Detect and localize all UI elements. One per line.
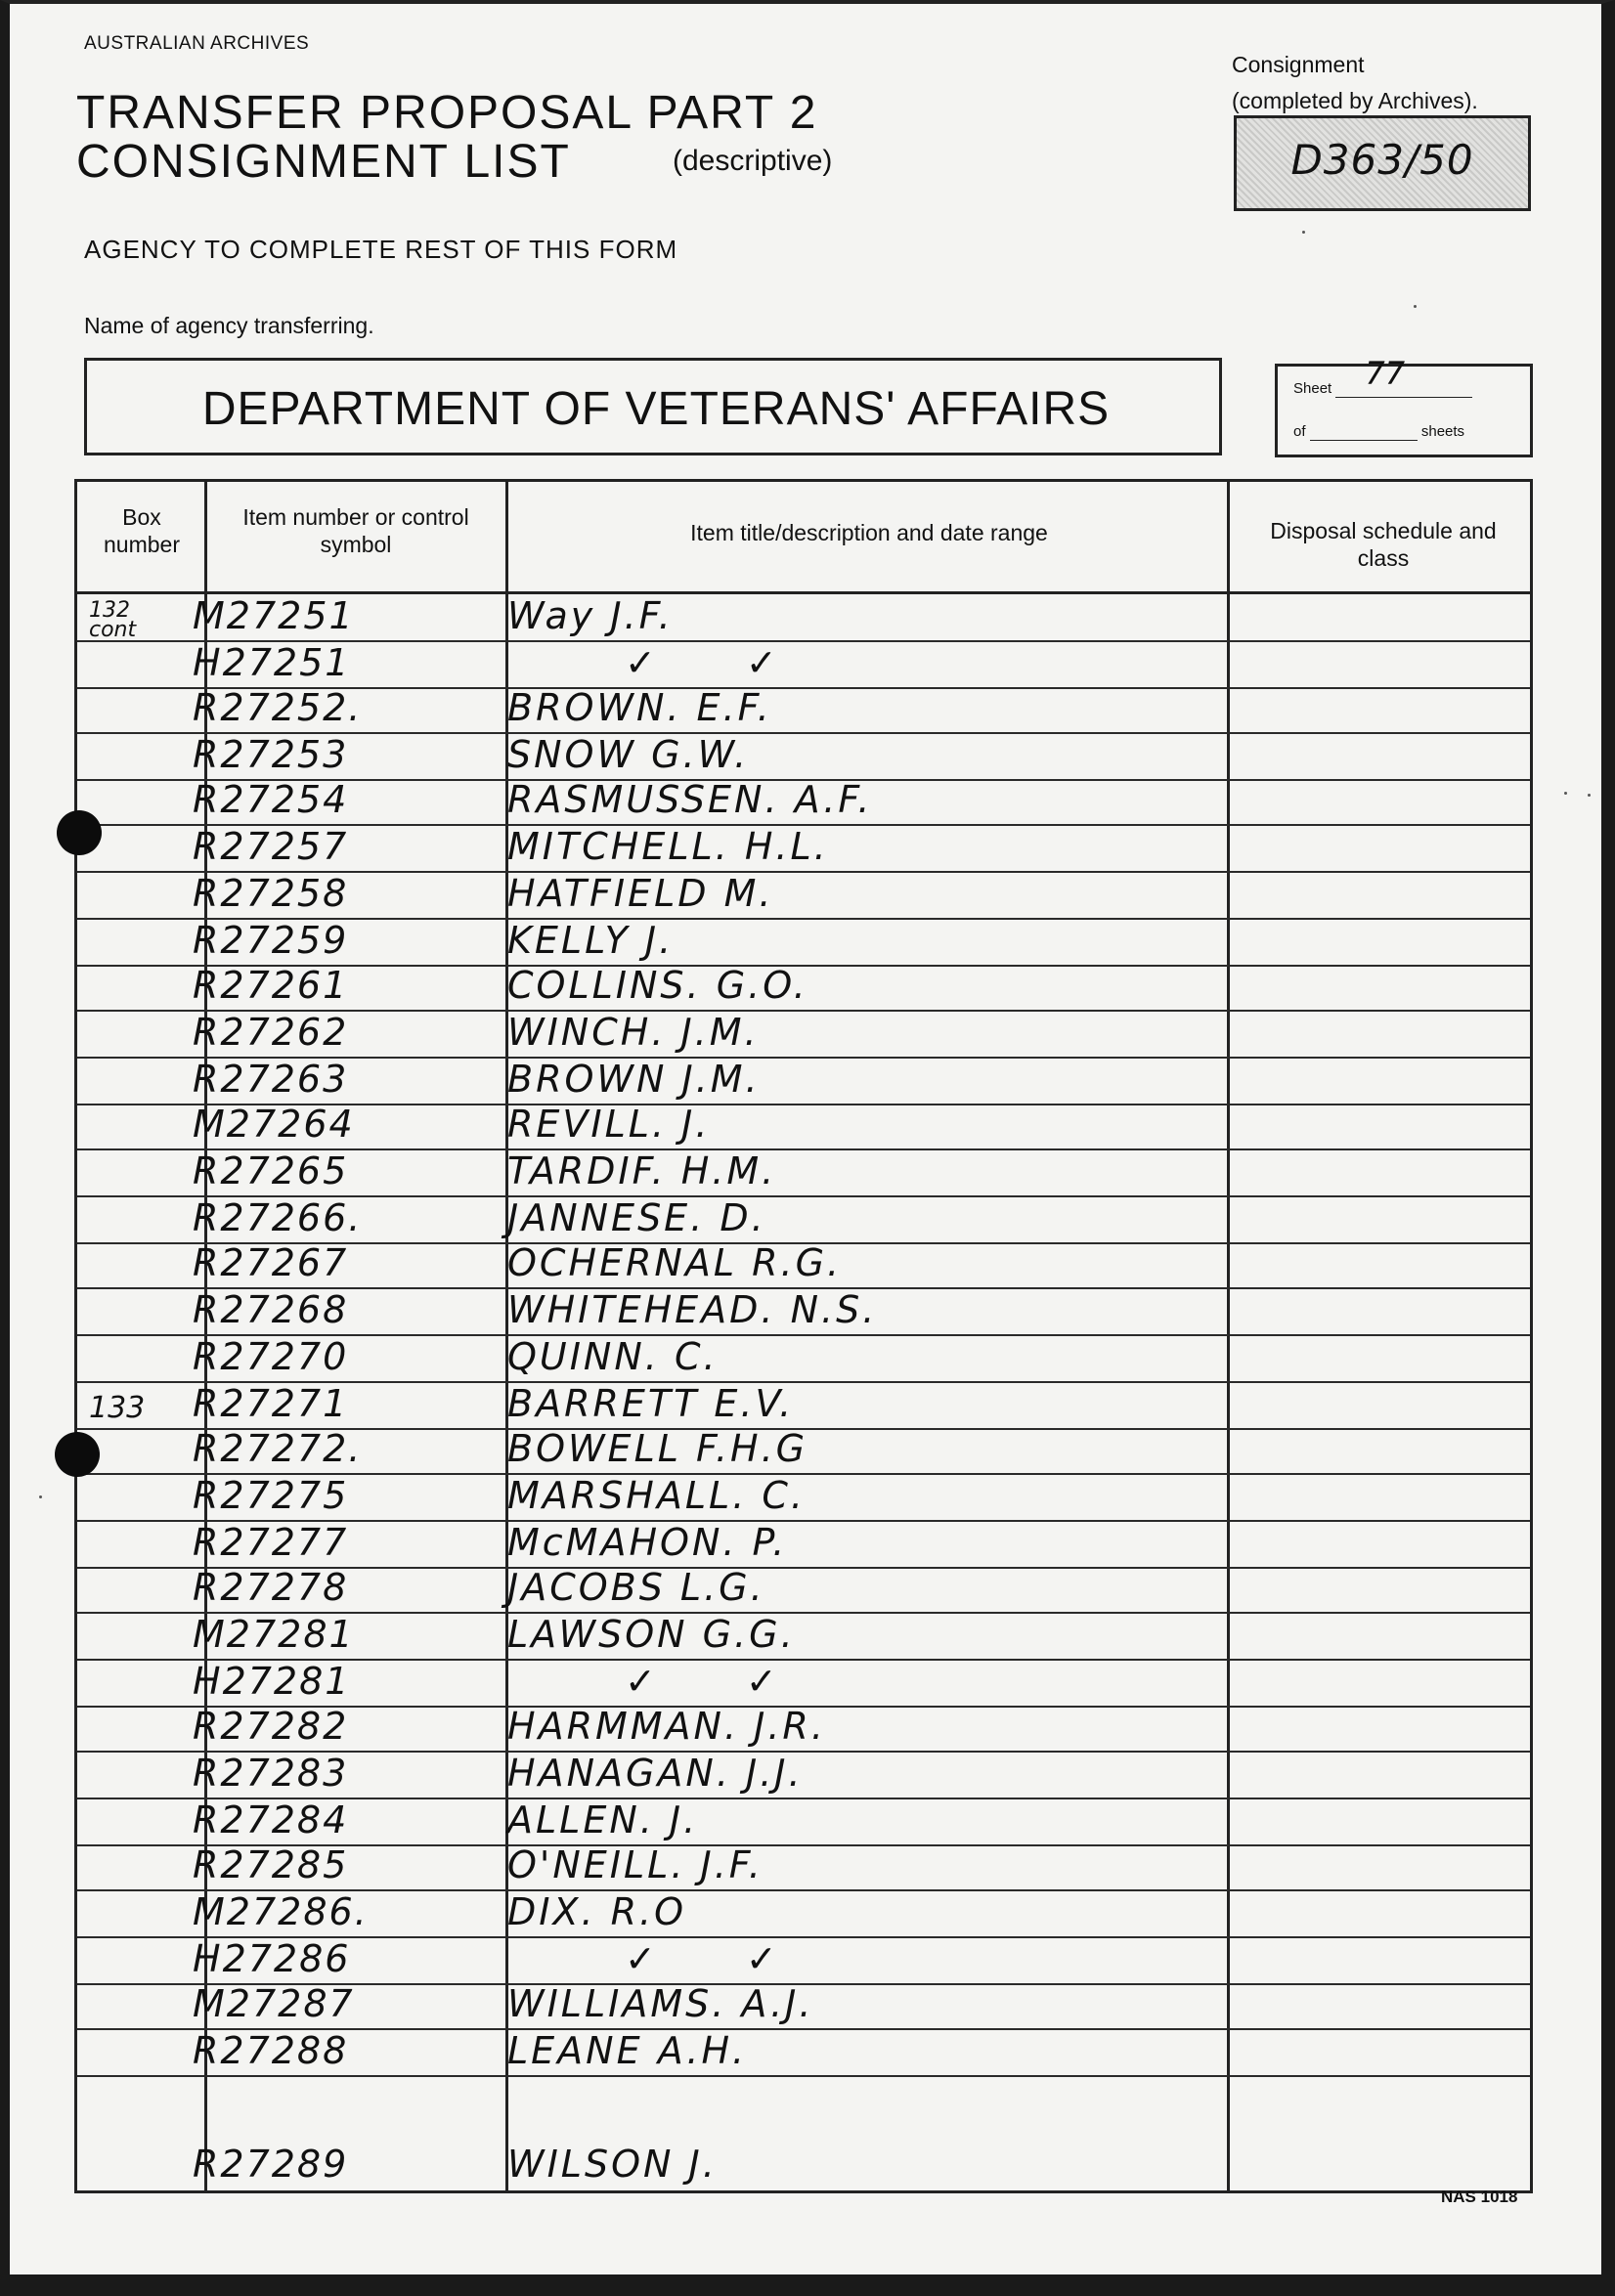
item-title-cell: ✓ ✓: [625, 1660, 816, 1703]
agency-name-label: Name of agency transferring.: [84, 313, 374, 338]
consignment-number: D363/50: [1290, 136, 1474, 184]
item-title-cell: JANNESE. D.: [507, 1196, 766, 1239]
sheets-total-line: [1293, 423, 1464, 441]
item-number-cell: R27252.: [193, 686, 363, 729]
scan-speck: [1302, 231, 1305, 234]
consignment-table: [74, 479, 1533, 2193]
item-title-cell: O'NEILL. J.F.: [507, 1843, 764, 1886]
item-title-cell: BARRETT E.V.: [507, 1382, 795, 1425]
table-row: [77, 1475, 1530, 1522]
item-number-cell: R27254: [193, 778, 349, 821]
item-title-cell: WHITEHEAD. N.S.: [507, 1288, 878, 1331]
col-header-disposal: Disposal schedule and class: [1270, 518, 1497, 571]
item-number-cell: R27277: [193, 1521, 349, 1564]
item-number-cell: R27259: [193, 919, 349, 962]
item-title-cell: ALLEN. J.: [507, 1798, 699, 1841]
item-title-cell: ✓ ✓: [625, 1937, 816, 1980]
item-title-cell: BROWN. E.F.: [507, 686, 772, 729]
item-title-cell: HATFIELD M.: [507, 872, 774, 915]
item-title-cell: OCHERNAL R.G.: [507, 1241, 843, 1284]
table-row: [77, 642, 1530, 689]
item-number-cell: R27272.: [193, 1427, 363, 1470]
item-number-cell: H27281: [193, 1660, 351, 1703]
col-header-box: Box number: [104, 504, 180, 557]
item-title-cell: McMAHON. P.: [507, 1521, 788, 1564]
sheets-total-blank: [1310, 423, 1418, 441]
item-number-cell: R27263: [193, 1058, 349, 1101]
box-number-cell: 133: [89, 1391, 146, 1425]
table-row: [77, 595, 1530, 642]
table-row: [77, 686, 1530, 734]
item-number-cell: R27265: [193, 1149, 349, 1192]
item-number-cell: M27251: [193, 594, 355, 637]
item-title-cell: HARMMAN. J.R.: [507, 1705, 826, 1748]
item-title-cell: LEANE A.H.: [507, 2029, 748, 2072]
item-title-cell: MITCHELL. H.L.: [507, 825, 829, 868]
table-row: [77, 1150, 1530, 1197]
item-title-cell: DIX. R.O: [507, 1890, 687, 1933]
table-row: [77, 826, 1530, 873]
item-number-cell: R27253: [193, 733, 349, 776]
agency-name-box: [84, 358, 1222, 455]
sheet-blank: [1335, 355, 1472, 398]
table-row: [77, 1336, 1530, 1383]
item-number-cell: M27287: [193, 1982, 355, 2025]
table-row: [77, 873, 1530, 920]
item-title-cell: QUINN. C.: [507, 1335, 719, 1378]
table-row: [77, 1843, 1530, 1891]
item-number-cell: R27261: [193, 964, 349, 1007]
table-row: [77, 1197, 1530, 1244]
table-row: [77, 2030, 1530, 2077]
table-row: [77, 1614, 1530, 1661]
box-number-cell: 132 cont: [89, 598, 137, 642]
item-number-cell: R27266.: [193, 1196, 363, 1239]
item-number-cell: R27282: [193, 1705, 349, 1748]
form-number: NAS 1018: [1441, 2188, 1518, 2206]
item-title-cell: ✓ ✓: [625, 641, 816, 684]
agency-instruction: AGENCY TO COMPLETE REST OF THIS FORM: [84, 235, 678, 264]
item-title-cell: COLLINS. G.O.: [507, 964, 808, 1007]
item-number-cell: R27271: [193, 1382, 349, 1425]
consignment-label-block: [1232, 47, 1478, 119]
col-header-item: Item number or control symbol: [242, 504, 469, 557]
table-row: [77, 1799, 1530, 1846]
item-number-cell: H27251: [193, 641, 351, 684]
punch-hole: [57, 810, 102, 855]
table-row: [77, 1753, 1530, 1799]
item-number-cell: M27286.: [193, 1890, 369, 1933]
item-title-cell: RASMUSSEN. A.F.: [507, 778, 873, 821]
col-header-title: Item title/description and date range: [690, 520, 1048, 545]
table-row: [77, 1891, 1530, 1938]
item-number-cell: R27257: [193, 825, 349, 868]
table-row: [77, 734, 1530, 781]
item-title-cell: BROWN J.M.: [507, 1058, 761, 1101]
form-title-line1: TRANSFER PROPOSAL PART 2: [76, 87, 818, 139]
table-row: [77, 1105, 1530, 1150]
sheet-line: [1293, 355, 1472, 398]
consignment-label: Consignment: [1232, 52, 1365, 77]
table-row: [77, 1383, 1530, 1430]
scan-speck: [1564, 792, 1567, 795]
item-title-cell: JACOBS L.G.: [507, 1566, 765, 1609]
item-title-cell: MARSHALL. C.: [507, 1474, 806, 1517]
item-number-cell: R27258: [193, 872, 349, 915]
item-title-cell: TARDIF. H.M.: [507, 1149, 777, 1192]
item-title-cell: BOWELL F.H.G: [507, 1427, 808, 1470]
item-number-cell: R27268: [193, 1288, 349, 1331]
item-number-cell: R27278: [193, 1566, 349, 1609]
archives-label: AUSTRALIAN ARCHIVES: [84, 33, 310, 54]
item-number-cell: R27284: [193, 1798, 349, 1841]
sheets-label: sheets: [1420, 423, 1465, 440]
table-row: [77, 778, 1530, 826]
table-row: [77, 1241, 1530, 1289]
item-number-cell: R27275: [193, 1474, 349, 1517]
form-title-line2: CONSIGNMENT LIST: [76, 136, 571, 188]
item-number-cell: M27281: [193, 1613, 355, 1656]
of-label: of: [1293, 423, 1306, 440]
item-number-cell: H27286: [193, 1937, 351, 1980]
form-title-descriptive: (descriptive): [673, 145, 833, 177]
item-title-cell: Way J.F.: [507, 594, 674, 637]
item-number-cell: M27264: [193, 1103, 355, 1146]
consignment-box: [1234, 115, 1531, 211]
table-row: [77, 1522, 1530, 1569]
agency-name: DEPARTMENT OF VETERANS' AFFAIRS: [201, 383, 1111, 435]
table-row: [77, 2077, 1530, 2188]
item-number-cell: R27288: [193, 2029, 349, 2072]
table-row: [77, 1427, 1530, 1475]
table-row: [77, 1012, 1530, 1059]
table-row: [77, 964, 1530, 1012]
item-title-cell: WINCH. J.M.: [507, 1011, 760, 1054]
item-title-cell: SNOW G.W.: [507, 733, 750, 776]
item-number-cell: R27267: [193, 1241, 349, 1284]
sheet-box: [1275, 355, 1533, 457]
sheet-number: 77: [1365, 355, 1406, 392]
table-row: [77, 1705, 1530, 1753]
item-number-cell: R27283: [193, 1752, 349, 1795]
table-row: [77, 1566, 1530, 1614]
item-number-cell: R27270: [193, 1335, 349, 1378]
item-title-cell: HANAGAN. J.J.: [507, 1752, 804, 1795]
item-title-cell: WILSON J.: [507, 2143, 718, 2186]
consignment-note: (completed by Archives).: [1232, 88, 1478, 113]
table-row: [77, 1059, 1530, 1105]
scan-speck: [1414, 305, 1417, 308]
item-number-cell: R27285: [193, 1843, 349, 1886]
table-row: [77, 1938, 1530, 1985]
item-title-cell: REVILL. J.: [507, 1103, 711, 1146]
table-row: [77, 1661, 1530, 1708]
table-row: [77, 1982, 1530, 2030]
scan-speck: [1588, 794, 1591, 797]
table-row: [77, 920, 1530, 967]
punch-hole: [55, 1432, 100, 1477]
scan-speck: [39, 1495, 42, 1498]
table-row: [77, 1289, 1530, 1336]
item-number-cell: R27262: [193, 1011, 349, 1054]
item-title-cell: WILLIAMS. A.J.: [507, 1982, 814, 2025]
item-title-cell: KELLY J.: [507, 919, 675, 962]
sheet-label: Sheet: [1293, 380, 1332, 397]
item-title-cell: LAWSON G.G.: [507, 1613, 796, 1656]
item-number-cell: R27289: [193, 2143, 349, 2186]
